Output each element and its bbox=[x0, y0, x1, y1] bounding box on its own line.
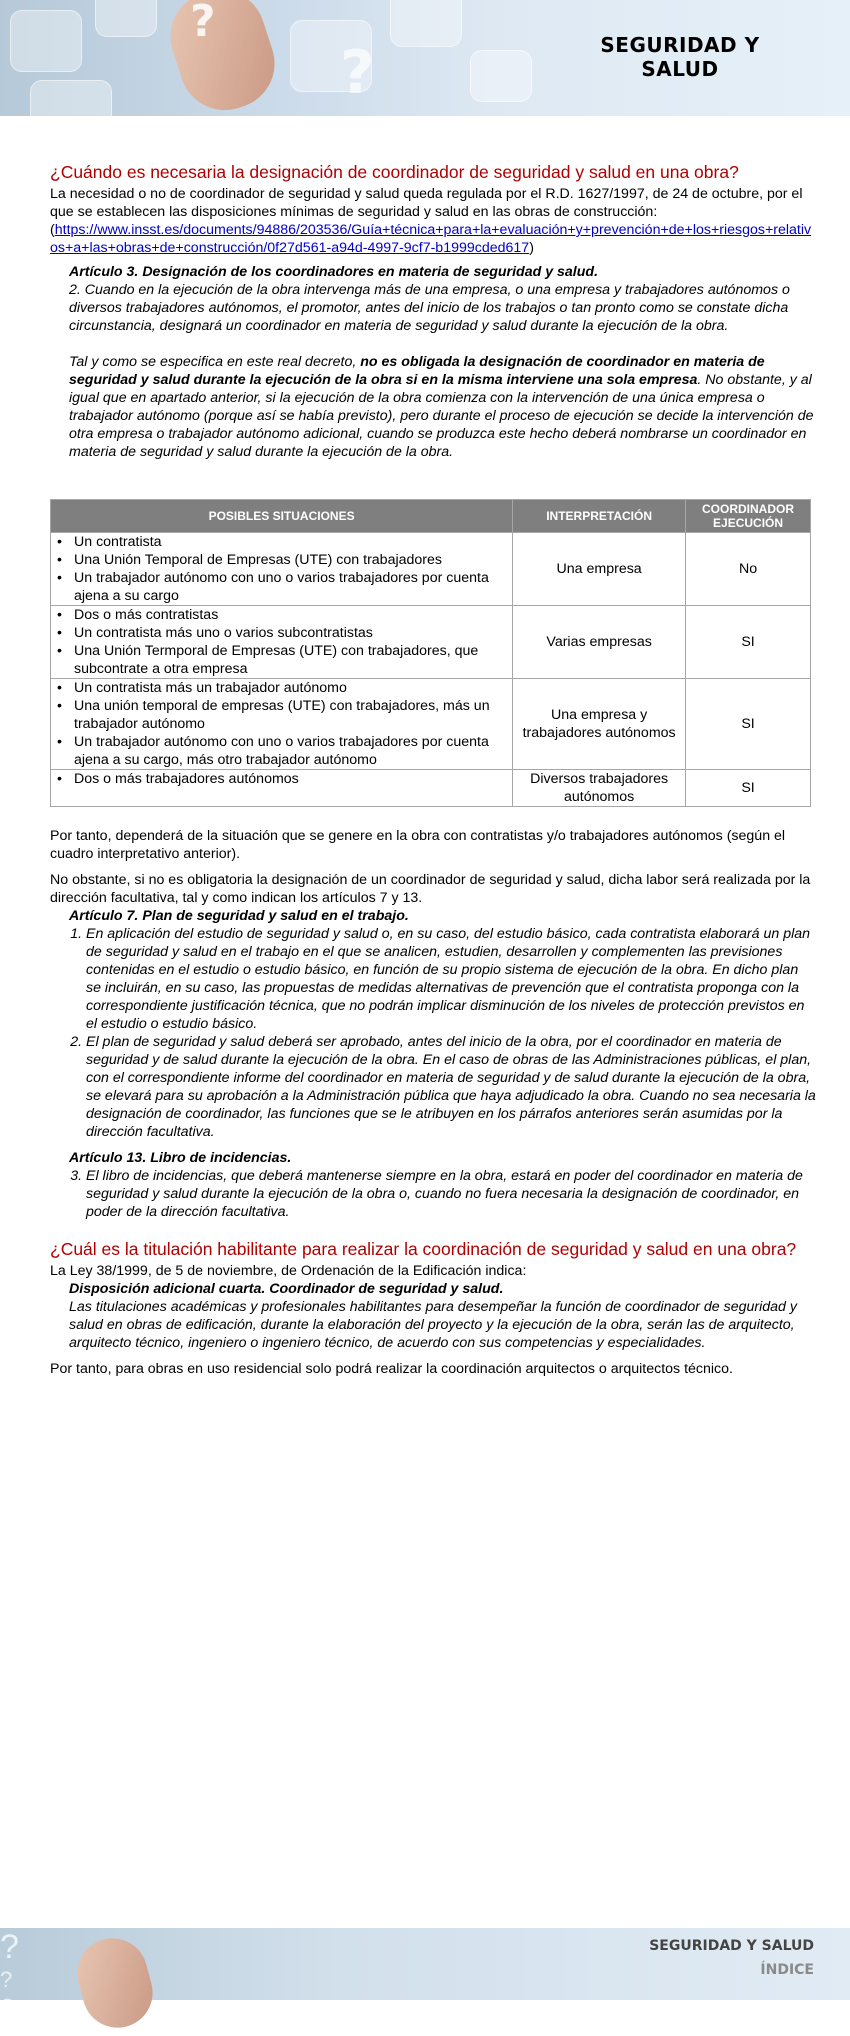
list-item: • Un contratista más un trabajador autónomo bbox=[74, 679, 509, 697]
footer-banner bbox=[0, 1928, 850, 2023]
article-13-title: Artículo 13. Libro de incidencias. bbox=[69, 1150, 292, 1166]
final-conclusion: Por tanto, para obras en uso residencial solo podrá realizar la coordinación arquitectos o arquitectos técnico. bbox=[50, 1361, 733, 1377]
decor-tile bbox=[30, 80, 112, 132]
intro-paragraph: La necesidad o no de coordinador de seguridad y salud queda regulada por el R.D. 1627/1997, de 24 de octubre, por el que se establecen las disposiciones mínimas de seguridad y salud en las obras de construcción: (https://www.insst.es/documents/94886/203536/Guía+técnica+para+la+evaluación+y+prevención+de+los+riesgos+relativos+a+las+obras+de+construcción/0f27d561-a94d-4997-9cf7-b1999cded617) bbox=[50, 186, 812, 256]
article-3-block bbox=[69, 263, 816, 461]
header-coordinator: COORDINADOR EJECUCIÓN bbox=[686, 500, 811, 533]
question-mark-icon: ? bbox=[0, 1993, 15, 2023]
insst-guide-link[interactable]: https://www.insst.es/documents/94886/203536/Guía+técnica+para+la+evaluación+y+prevención+de+los+riesgos+relativos+a+las+obras+de+construcción/0f27d561-a94d-4997-9cf7-b1999cded617 bbox=[50, 222, 812, 256]
provision-block bbox=[69, 1280, 816, 1352]
table-row bbox=[51, 770, 811, 807]
question-mark-icon: ? bbox=[340, 38, 375, 108]
situations-cell bbox=[51, 533, 513, 606]
coordinator-cell: No bbox=[686, 533, 811, 606]
section-question-coordinator: ¿Cuándo es necesaria la designación de coordinador de seguridad y salud en una obra? bbox=[50, 162, 739, 182]
list-item: • Dos o más contratistas bbox=[74, 606, 509, 624]
article-13-list bbox=[69, 1167, 816, 1221]
article-7-list bbox=[69, 925, 816, 1141]
table-row bbox=[51, 533, 811, 606]
page-title: SEGURIDAD Y SALUD bbox=[600, 33, 760, 81]
table-row bbox=[51, 606, 811, 679]
situations-cell bbox=[51, 679, 513, 770]
note-paragraph: Tal y como se especifica en este real decreto, no es obligada la designación de coordinador en materia de seguridad y salud durante la ejecución de la obra si en la misma interviene una sola empresa. No obstante, y al igual que en apartado anterior, si la ejecución de la obra comienza con la intervención de una única empresa o trabajador autónomo (porque así se había previsto), pero durante el proceso de ejecución se decide la intervención de otra empresa o trabajador autónomo adicional, cuando se produzca este hecho deberá nombrarse un coordinador en materia de seguridad y salud durante la ejecución de la obra. bbox=[69, 354, 814, 460]
interpretation-cell: Una empresa bbox=[513, 533, 686, 606]
list-item: 3. El libro de incidencias, que deberá mantenerse siempre en la obra, estará en poder del coordinador en materia de seguridad y salud durante la ejecución de la obra o, cuando no fuera necesaria la designación de coordinador, en poder de la dirección facultativa. bbox=[86, 1167, 816, 1221]
header-interpretation: INTERPRETACIÓN bbox=[513, 500, 686, 533]
provision-title: Disposición adicional cuarta. Coordinador de seguridad y salud. bbox=[69, 1281, 504, 1297]
table-header-row bbox=[51, 500, 811, 533]
df-paragraph: No obstante, si no es obligatoria la designación de un coordinador de seguridad y salud, dicha labor será realizada por la dirección facultativa, tal y como indican los artículos 7 y 13. bbox=[50, 872, 811, 906]
list-item: • Una Unión Termporal de Empresas (UTE) con trabajadores, que subcontrate a otra empresa bbox=[74, 642, 509, 678]
question-mark-icon: ? bbox=[190, 0, 216, 47]
interpretation-cell: Una empresa y trabajadores autónomos bbox=[513, 679, 686, 770]
main-content bbox=[50, 162, 816, 1378]
decor-tile bbox=[390, 0, 462, 47]
situations-table bbox=[50, 499, 811, 807]
interpretation-cell: Varias empresas bbox=[513, 606, 686, 679]
list-item: 1. En aplicación del estudio de seguridad y salud o, en su caso, del estudio básico, cada contratista elaborará un plan de seguridad y salud en el trabajo en el que se analicen, estudien, desarrollen y complementen las previsiones contenidas en el estudio o estudio básico, en función de su propio sistema de ejecución de la obra. En dicho plan se incluirán, en su caso, las propuestas de medidas alternativas de prevención que el contratista proponga con la correspondiente justificación técnica, que no podrán implicar disminución de los niveles de protección previstos en el estudio o estudio básico. bbox=[86, 925, 816, 1033]
conclusion-paragraph: Por tanto, dependerá de la situación que se genere en la obra con contratistas y/o trabajadores autónomos (según el cuadro interpretativo anterior). bbox=[50, 828, 786, 862]
article-7-block bbox=[69, 907, 816, 1221]
header-situations: POSIBLES SITUACIONES bbox=[51, 500, 513, 533]
article-3-title: Artículo 3. Designación de los coordinadores en materia de seguridad y salud. bbox=[69, 264, 599, 280]
question-mark-icon: ? bbox=[0, 1967, 13, 1992]
index-link[interactable]: ÍNDICE bbox=[760, 1962, 814, 1978]
header-banner bbox=[0, 0, 850, 116]
provision-text: Las titulaciones académicas y profesionales habilitantes para desempeñar la función de coordinador de seguridad y salud en obras de edificación, durante la elaboración del proyecto y la ejecución de la obra, serán las de arquitecto, arquitecto técnico, ingeniero o ingeniero técnico, de acuerdo con sus competencias y especialidades. bbox=[69, 1299, 797, 1351]
finger-icon bbox=[159, 0, 286, 122]
situations-cell bbox=[51, 770, 513, 807]
list-item: • Dos o más trabajadores autónomos bbox=[74, 770, 509, 788]
coordinator-cell: SI bbox=[686, 606, 811, 679]
article-7-title: Artículo 7. Plan de seguridad y salud en el trabajo. bbox=[69, 908, 409, 924]
interpretation-cell: Diversos trabajadores autónomos bbox=[513, 770, 686, 807]
footer-title: SEGURIDAD Y SALUD bbox=[649, 1938, 814, 1954]
list-item: • Una Unión Temporal de Empresas (UTE) con trabajadores bbox=[74, 551, 509, 569]
law-intro: La Ley 38/1999, de 5 de noviembre, de Ordenación de la Edificación indica: bbox=[50, 1263, 527, 1279]
section-question-qualification: ¿Cuál es la titulación habilitante para realizar la coordinación de seguridad y salud en una obra? bbox=[50, 1239, 797, 1259]
decor-tile bbox=[10, 10, 82, 72]
table-row bbox=[51, 679, 811, 770]
list-item: • Un contratista más uno o varios subcontratistas bbox=[74, 624, 509, 642]
question-mark-icon: ? bbox=[0, 1928, 19, 1966]
list-item: • Un trabajador autónomo con uno o varios trabajadores por cuenta ajena a su cargo, más otro trabajador autónomo bbox=[74, 733, 509, 769]
coordinator-cell: SI bbox=[686, 770, 811, 807]
coordinator-cell: SI bbox=[686, 679, 811, 770]
decor-tile bbox=[95, 0, 157, 37]
article-3-text: 2. Cuando en la ejecución de la obra intervenga más de una empresa, o una empresa y trabajadores autónomos o diversos trabajadores autónomos, el promotor, antes del inicio de los trabajos o tan pronto como se constate dicha circunstancia, designará un coordinador en materia de seguridad y salud durante la ejecución de la obra. bbox=[69, 282, 790, 334]
list-item: 2. El plan de seguridad y salud deberá ser aprobado, antes del inicio de la obra, por el coordinador en materia de seguridad y de salud durante la ejecución de la obra. En el caso de obras de las Administraciones públicas, el plan, con el correspondiente informe del coordinador en materia de seguridad y de salud durante la ejecución de la obra, se elevará para su aprobación a la Administración pública que haya adjudicado la obra. Cuando no sea necesaria la designación de coordinador, las funciones que se le atribuyen en los párrafos anteriores serán asumidas por la dirección facultativa. bbox=[86, 1033, 816, 1141]
list-item: • Un trabajador autónomo con uno o varios trabajadores por cuenta ajena a su cargo bbox=[74, 569, 509, 605]
decor-tile bbox=[470, 50, 532, 102]
situations-cell bbox=[51, 606, 513, 679]
list-item: • Un contratista bbox=[74, 533, 509, 551]
list-item: • Una unión temporal de empresas (UTE) con trabajadores, más un trabajador autónomo bbox=[74, 697, 509, 733]
